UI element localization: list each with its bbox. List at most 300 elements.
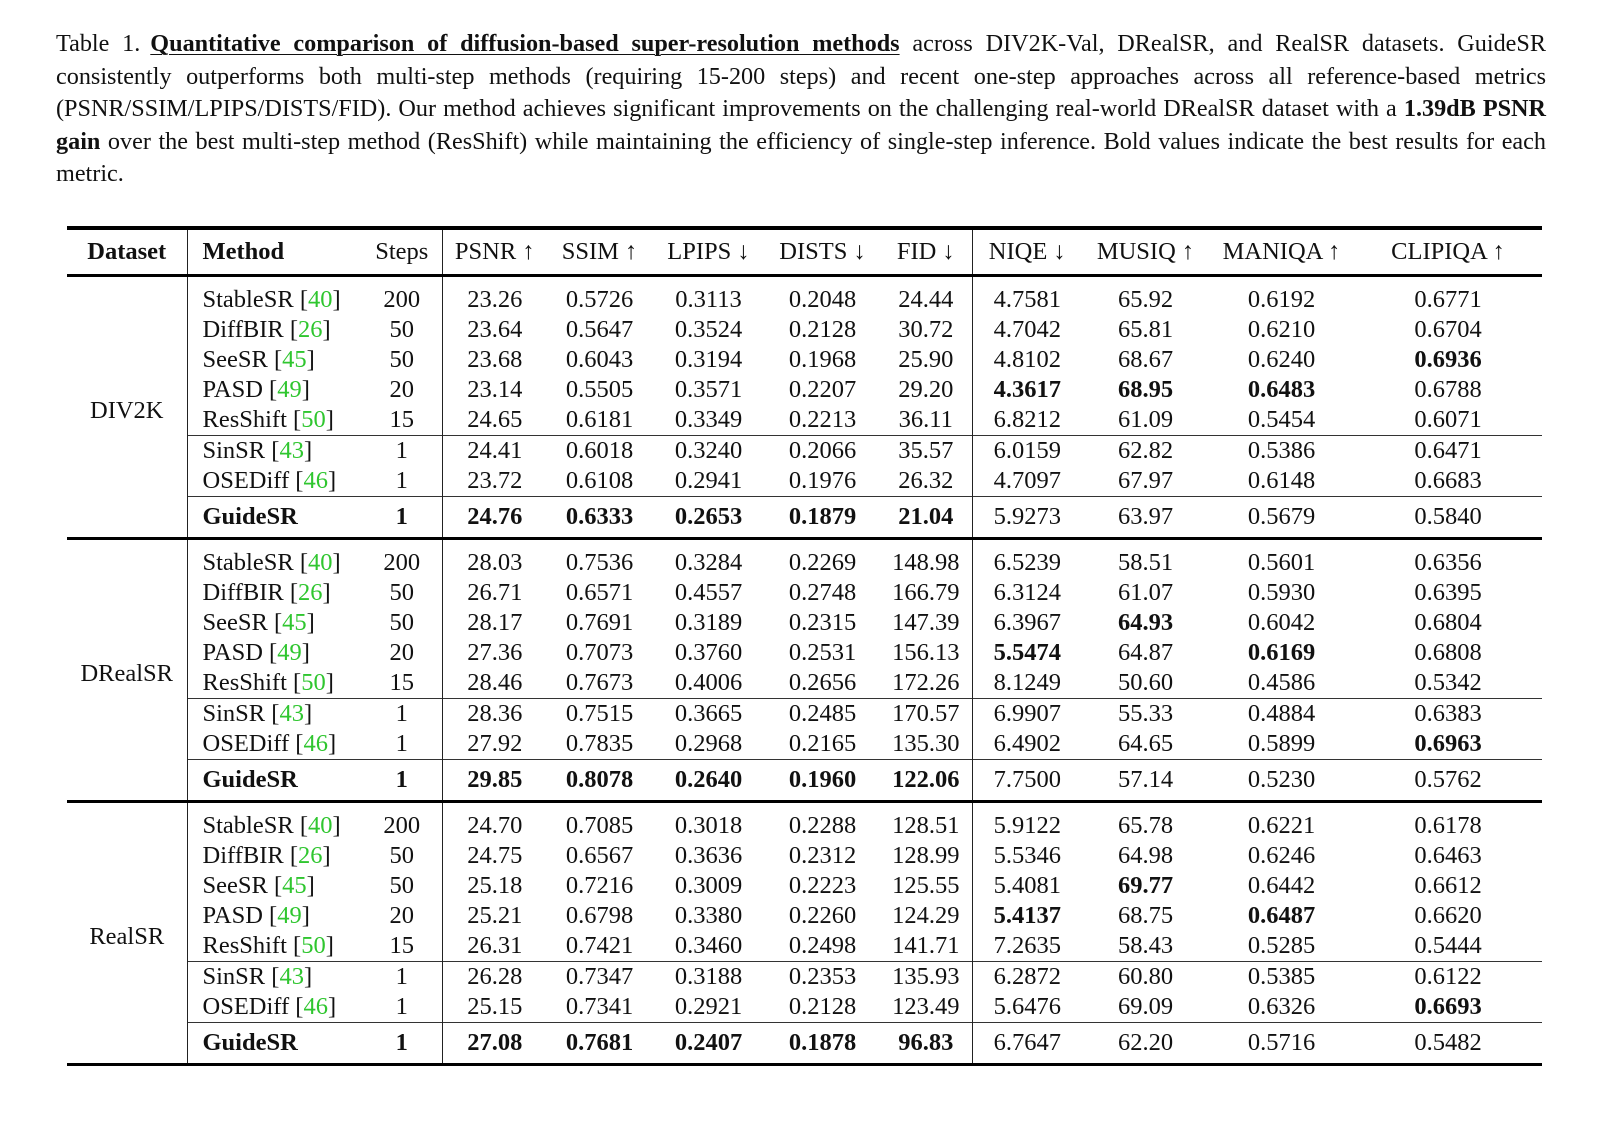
steps-cell: 50 (362, 345, 442, 375)
maniqa-cell: 0.5285 (1247, 932, 1316, 959)
psnr-cell: 29.85 (442, 760, 547, 802)
citation-link[interactable]: 46 (303, 467, 328, 494)
citation-link[interactable]: 50 (301, 932, 326, 959)
niqe-cell: 4.7581 (993, 286, 1061, 313)
niqe-cell: 5.4137 (993, 902, 1061, 929)
clipiqa-cell: 0.6804 (1414, 609, 1482, 636)
ssim-cell: 0.6798 (565, 902, 634, 929)
table-caption (56, 28, 1546, 191)
musiq-cell: 67.97 (1117, 467, 1174, 494)
method-name: ResShift (202, 406, 287, 433)
citation-link[interactable]: 40 (308, 286, 333, 313)
maniqa-cell: 0.6169 (1247, 639, 1316, 666)
dataset-group-drealsr (67, 539, 1542, 802)
method-cell: OSEDiff [46] (202, 993, 337, 1020)
fid-cell: 24.44 (880, 276, 972, 316)
dists-cell: 0.2260 (788, 902, 857, 929)
musiq-cell: 62.82 (1082, 436, 1209, 467)
method-name: DiffBIR (202, 316, 284, 343)
dataset-group-div2k (67, 276, 1542, 539)
musiq-cell: 68.67 (1117, 346, 1174, 373)
musiq-cell: 58.43 (1117, 932, 1174, 959)
table-row (67, 345, 1542, 375)
method-cell: ResShift [50] (202, 406, 334, 433)
citation-link[interactable]: 50 (301, 406, 326, 433)
musiq-cell: 65.81 (1117, 316, 1174, 343)
dists-cell: 0.2656 (788, 669, 857, 696)
psnr-cell: 28.36 (442, 699, 547, 730)
psnr-cell: 23.26 (467, 286, 523, 313)
niqe-cell: 4.3617 (993, 376, 1061, 403)
clipiqa-cell: 0.5342 (1414, 669, 1482, 696)
ssim-cell: 0.6108 (565, 467, 634, 494)
steps-cell: 20 (362, 375, 442, 405)
method-name: SeeSR (202, 346, 268, 373)
niqe-cell: 4.8102 (993, 346, 1061, 373)
psnr-cell: 25.15 (467, 993, 523, 1020)
niqe-cell: 6.9907 (972, 699, 1082, 730)
maniqa-cell: 0.6221 (1247, 812, 1316, 839)
steps-cell: 200 (362, 276, 442, 316)
fid-cell: 123.49 (880, 992, 972, 1023)
psnr-cell: 24.76 (442, 497, 547, 539)
musiq-cell: 64.87 (1117, 639, 1174, 666)
musiq-cell: 69.77 (1117, 872, 1174, 899)
method-cell: DiffBIR [26] (202, 842, 331, 869)
ssim-cell: 0.6018 (547, 436, 652, 467)
dists-cell: 0.2128 (788, 316, 857, 343)
clipiqa-cell: 0.6471 (1354, 436, 1542, 467)
lpips-cell: 0.3284 (674, 549, 743, 576)
fid-cell: 172.26 (880, 668, 972, 699)
fid-cell: 30.72 (880, 315, 972, 345)
method-name: DiffBIR (202, 579, 284, 606)
clipiqa-cell: 0.5482 (1354, 1023, 1542, 1065)
citation-link[interactable]: 45 (282, 346, 307, 373)
col-header-musiq: MUSIQ ↑ (1082, 228, 1209, 276)
method-name: SinSR (202, 437, 266, 464)
steps-cell: 50 (362, 315, 442, 345)
lpips-cell: 0.2921 (674, 993, 743, 1020)
table-row (67, 841, 1542, 871)
fid-cell: 29.20 (880, 375, 972, 405)
col-header-lpips: LPIPS ↓ (652, 228, 765, 276)
niqe-cell: 5.4081 (993, 872, 1061, 899)
musiq-cell: 58.51 (1117, 549, 1174, 576)
table-row (67, 931, 1542, 962)
dists-cell: 0.1976 (788, 467, 857, 494)
psnr-cell: 27.36 (467, 639, 523, 666)
musiq-cell: 61.07 (1117, 579, 1174, 606)
maniqa-cell: 0.5386 (1209, 436, 1354, 467)
col-header-ssim: SSIM ↑ (547, 228, 652, 276)
steps-cell: 1 (362, 466, 442, 497)
results-table-container (67, 226, 1542, 1066)
lpips-cell: 0.3460 (674, 932, 743, 959)
musiq-cell: 64.93 (1117, 609, 1174, 636)
psnr-cell: 26.31 (467, 932, 523, 959)
fid-cell: 25.90 (880, 345, 972, 375)
citation-link[interactable]: 43 (279, 963, 304, 990)
steps-cell: 50 (362, 608, 442, 638)
dists-cell: 0.2485 (765, 699, 880, 730)
caption-highlight: 1.39dB PSNR gain (56, 95, 1546, 155)
citation-link[interactable]: 40 (308, 549, 333, 576)
ssim-cell: 0.7216 (565, 872, 634, 899)
clipiqa-cell: 0.6808 (1414, 639, 1482, 666)
method-name: DiffBIR (202, 842, 284, 869)
citation-link[interactable]: 26 (298, 842, 323, 869)
col-header-dists: DISTS ↓ (765, 228, 880, 276)
psnr-cell: 28.03 (467, 549, 523, 576)
fid-cell: 122.06 (880, 760, 972, 802)
maniqa-cell: 0.5385 (1209, 962, 1354, 993)
psnr-cell: 24.41 (442, 436, 547, 467)
ssim-cell: 0.7691 (565, 609, 634, 636)
steps-cell: 1 (362, 729, 442, 760)
maniqa-cell: 0.4586 (1247, 669, 1316, 696)
results-table (67, 226, 1542, 1066)
table-row-ours (67, 760, 1542, 802)
method-cell: SeeSR [45] (202, 346, 315, 373)
citation-link[interactable]: 26 (298, 579, 323, 606)
method-cell: ResShift [50] (202, 669, 334, 696)
table-row (67, 901, 1542, 931)
dists-cell: 0.2048 (788, 286, 857, 313)
dists-cell: 0.2165 (788, 730, 857, 757)
method-name: PASD (202, 902, 263, 929)
method-cell: StableSR [40] (202, 812, 341, 839)
table-row (67, 802, 1542, 842)
clipiqa-cell: 0.6771 (1414, 286, 1482, 313)
clipiqa-cell: 0.5444 (1414, 932, 1482, 959)
method-cell: StableSR [40] (202, 286, 341, 313)
clipiqa-cell: 0.6693 (1414, 993, 1482, 1020)
lpips-cell: 0.4006 (674, 669, 743, 696)
psnr-cell: 25.18 (467, 872, 523, 899)
clipiqa-cell: 0.5762 (1354, 760, 1542, 802)
psnr-cell: 28.17 (467, 609, 523, 636)
dists-cell: 0.2353 (765, 962, 880, 993)
niqe-cell: 6.3967 (993, 609, 1061, 636)
lpips-cell: 0.3571 (674, 376, 743, 403)
table-row (67, 992, 1542, 1023)
niqe-cell: 8.1249 (993, 669, 1061, 696)
clipiqa-cell: 0.6383 (1354, 699, 1542, 730)
citation-link[interactable]: 43 (279, 437, 304, 464)
clipiqa-cell: 0.6178 (1414, 812, 1482, 839)
musiq-cell: 65.92 (1117, 286, 1174, 313)
method-name: StableSR (202, 549, 294, 576)
steps-cell: 50 (362, 871, 442, 901)
lpips-cell: 0.3349 (674, 406, 743, 433)
clipiqa-cell: 0.6071 (1414, 406, 1482, 433)
table-row (67, 436, 1542, 467)
lpips-cell: 0.4557 (674, 579, 743, 606)
ssim-cell: 0.7835 (565, 730, 634, 757)
dists-cell: 0.2531 (788, 639, 857, 666)
fid-cell: 156.13 (880, 638, 972, 668)
citation-link[interactable]: 40 (308, 812, 333, 839)
steps-cell: 1 (362, 760, 442, 802)
method-name: GuideSR (202, 1029, 298, 1056)
ssim-cell: 0.8078 (547, 760, 652, 802)
lpips-cell: 0.3524 (674, 316, 743, 343)
psnr-cell: 27.08 (442, 1023, 547, 1065)
ssim-cell: 0.6181 (565, 406, 634, 433)
steps-cell: 1 (362, 497, 442, 539)
psnr-cell: 24.75 (467, 842, 523, 869)
dists-cell: 0.2288 (788, 812, 857, 839)
fid-cell: 128.99 (880, 841, 972, 871)
table-row (67, 466, 1542, 497)
lpips-cell: 0.3240 (652, 436, 765, 467)
fid-cell: 147.39 (880, 608, 972, 638)
lpips-cell: 0.3189 (674, 609, 743, 636)
citation-link[interactable]: 49 (277, 902, 302, 929)
niqe-cell: 6.7647 (972, 1023, 1082, 1065)
psnr-cell: 26.71 (467, 579, 523, 606)
clipiqa-cell: 0.6356 (1414, 549, 1482, 576)
method-name: OSEDiff (202, 993, 290, 1020)
steps-cell: 1 (362, 962, 442, 993)
lpips-cell: 0.3665 (652, 699, 765, 730)
caption-text-2: over the best multi-step method (ResShift) while maintaining the efficiency of single-step inference. Bold values indicate the best results for each metric. (56, 127, 1546, 188)
clipiqa-cell: 0.6122 (1354, 962, 1542, 993)
method-name: GuideSR (202, 503, 298, 530)
ssim-cell: 0.7681 (547, 1023, 652, 1065)
dists-cell: 0.1960 (765, 760, 880, 802)
method-name: OSEDiff (202, 467, 290, 494)
fid-cell: 35.57 (880, 436, 972, 467)
maniqa-cell: 0.5716 (1209, 1023, 1354, 1065)
method-name: PASD (202, 376, 263, 403)
lpips-cell: 0.3636 (674, 842, 743, 869)
citation-link[interactable]: 43 (279, 700, 304, 727)
fid-cell: 166.79 (880, 578, 972, 608)
citation-link[interactable]: 26 (298, 316, 323, 343)
ssim-cell: 0.7347 (547, 962, 652, 993)
niqe-cell: 6.4902 (993, 730, 1061, 757)
table-row-ours (67, 1023, 1542, 1065)
method-name: SinSR (202, 963, 266, 990)
dists-cell: 0.2269 (788, 549, 857, 576)
table-row (67, 578, 1542, 608)
steps-cell: 15 (362, 931, 442, 962)
psnr-cell: 24.70 (467, 812, 523, 839)
ssim-cell: 0.7085 (565, 812, 634, 839)
psnr-cell: 23.64 (467, 316, 523, 343)
method-name: SeeSR (202, 609, 268, 636)
steps-cell: 15 (362, 405, 442, 436)
lpips-cell: 0.3009 (674, 872, 743, 899)
niqe-cell: 6.2872 (972, 962, 1082, 993)
clipiqa-cell: 0.6963 (1414, 730, 1482, 757)
dists-cell: 0.1879 (765, 497, 880, 539)
fid-cell: 124.29 (880, 901, 972, 931)
lpips-cell: 0.2968 (674, 730, 743, 757)
table-row (67, 871, 1542, 901)
table-row (67, 668, 1542, 699)
dists-cell: 0.2223 (788, 872, 857, 899)
method-cell: StableSR [40] (202, 549, 341, 576)
clipiqa-cell: 0.6936 (1414, 346, 1482, 373)
psnr-cell: 23.72 (467, 467, 523, 494)
musiq-cell: 50.60 (1117, 669, 1174, 696)
method-cell: SinSR [43] (187, 699, 362, 730)
ssim-cell: 0.7673 (565, 669, 634, 696)
method-cell (187, 497, 362, 539)
psnr-cell: 23.14 (467, 376, 523, 403)
method-cell: PASD [49] (202, 376, 310, 403)
steps-cell: 50 (362, 841, 442, 871)
psnr-cell: 23.68 (467, 346, 523, 373)
dataset-label: RealSR (67, 802, 187, 1065)
table-row (67, 276, 1542, 316)
psnr-cell: 27.92 (467, 730, 523, 757)
method-cell (187, 1023, 362, 1065)
maniqa-cell: 0.6240 (1247, 346, 1316, 373)
steps-cell: 1 (362, 1023, 442, 1065)
musiq-cell: 62.20 (1082, 1023, 1209, 1065)
header-row (67, 228, 1542, 276)
maniqa-cell: 0.6487 (1247, 902, 1316, 929)
col-header-steps: Steps (362, 228, 442, 276)
ssim-cell: 0.5647 (565, 316, 634, 343)
clipiqa-cell: 0.6704 (1414, 316, 1482, 343)
musiq-cell: 68.95 (1117, 376, 1174, 403)
dataset-label: DIV2K (67, 276, 187, 539)
col-header-clipiqa: CLIPIQA ↑ (1354, 228, 1542, 276)
dists-cell: 0.2315 (788, 609, 857, 636)
steps-cell: 20 (362, 901, 442, 931)
ssim-cell: 0.6043 (565, 346, 634, 373)
clipiqa-cell: 0.6620 (1414, 902, 1482, 929)
steps-cell: 20 (362, 638, 442, 668)
dists-cell: 0.2748 (788, 579, 857, 606)
ssim-cell: 0.6333 (547, 497, 652, 539)
clipiqa-cell: 0.6612 (1414, 872, 1482, 899)
musiq-cell: 68.75 (1117, 902, 1174, 929)
musiq-cell: 64.65 (1117, 730, 1174, 757)
maniqa-cell: 0.5454 (1247, 406, 1316, 433)
lpips-cell: 0.3194 (674, 346, 743, 373)
dists-cell: 0.2128 (788, 993, 857, 1020)
niqe-cell: 4.7042 (993, 316, 1061, 343)
table-row (67, 638, 1542, 668)
lpips-cell: 0.3018 (674, 812, 743, 839)
table-row (67, 608, 1542, 638)
method-cell (187, 760, 362, 802)
method-cell: SeeSR [45] (202, 609, 315, 636)
caption-text-1: across DIV2K-Val, DRealSR, and RealSR datasets. GuideSR consistently outperforms both multi-step methods (requiring 15-200 steps) and recent one-step approaches across all reference-based metrics (PSNR/SSIM/LPIPS/DISTS/FID). Our method achieves significant improvements on the challenging real-world DRealSR dataset with a (56, 30, 1546, 123)
ssim-cell: 0.6567 (565, 842, 634, 869)
dataset-group-realsr (67, 802, 1542, 1065)
citation-link[interactable]: 46 (303, 993, 328, 1020)
niqe-cell: 6.0159 (972, 436, 1082, 467)
method-cell: ResShift [50] (202, 932, 334, 959)
caption-title: Quantitative comparison of diffusion-based super-resolution methods (150, 30, 900, 57)
niqe-cell: 5.6476 (993, 993, 1061, 1020)
niqe-cell: 7.7500 (972, 760, 1082, 802)
method-name: SeeSR (202, 872, 268, 899)
steps-cell: 200 (362, 802, 442, 842)
method-cell: SinSR [43] (187, 436, 362, 467)
method-name: StableSR (202, 812, 294, 839)
citation-link[interactable]: 50 (301, 669, 326, 696)
dists-cell: 0.2066 (765, 436, 880, 467)
maniqa-cell: 0.6442 (1247, 872, 1316, 899)
ssim-cell: 0.7421 (565, 932, 634, 959)
citation-link[interactable]: 45 (282, 609, 307, 636)
ssim-cell: 0.7515 (547, 699, 652, 730)
lpips-cell: 0.3188 (652, 962, 765, 993)
dists-cell: 0.1878 (765, 1023, 880, 1065)
dists-cell: 0.2213 (788, 406, 857, 433)
table-row-ours (67, 497, 1542, 539)
maniqa-cell: 0.6483 (1247, 376, 1316, 403)
musiq-cell: 61.09 (1117, 406, 1174, 433)
method-cell: PASD [49] (202, 639, 310, 666)
maniqa-cell: 0.6246 (1247, 842, 1316, 869)
fid-cell: 170.57 (880, 699, 972, 730)
maniqa-cell: 0.5601 (1247, 549, 1316, 576)
clipiqa-cell: 0.6463 (1414, 842, 1482, 869)
citation-link[interactable]: 46 (303, 730, 328, 757)
maniqa-cell: 0.6210 (1247, 316, 1316, 343)
niqe-cell: 5.9273 (972, 497, 1082, 539)
method-name: PASD (202, 639, 263, 666)
fid-cell: 21.04 (880, 497, 972, 539)
musiq-cell: 65.78 (1117, 812, 1174, 839)
citation-link[interactable]: 49 (277, 639, 302, 666)
method-cell: PASD [49] (202, 902, 310, 929)
lpips-cell: 0.2407 (652, 1023, 765, 1065)
niqe-cell: 7.2635 (993, 932, 1061, 959)
lpips-cell: 0.2653 (652, 497, 765, 539)
caption-label: Table 1. (56, 30, 141, 57)
musiq-cell: 55.33 (1082, 699, 1209, 730)
fid-cell: 135.93 (880, 962, 972, 993)
col-header-dataset: Dataset (67, 228, 187, 276)
method-name: StableSR (202, 286, 294, 313)
table-row (67, 539, 1542, 579)
citation-link[interactable]: 49 (277, 376, 302, 403)
fid-cell: 36.11 (880, 405, 972, 436)
dists-cell: 0.1968 (788, 346, 857, 373)
maniqa-cell: 0.6042 (1247, 609, 1316, 636)
maniqa-cell: 0.4884 (1209, 699, 1354, 730)
steps-cell: 1 (362, 436, 442, 467)
musiq-cell: 63.97 (1082, 497, 1209, 539)
maniqa-cell: 0.5930 (1247, 579, 1316, 606)
table-row (67, 315, 1542, 345)
steps-cell: 200 (362, 539, 442, 579)
dataset-label: DRealSR (67, 539, 187, 802)
method-name: GuideSR (202, 766, 298, 793)
method-cell: DiffBIR [26] (202, 579, 331, 606)
fid-cell: 141.71 (880, 931, 972, 962)
citation-link[interactable]: 45 (282, 872, 307, 899)
method-cell: SeeSR [45] (202, 872, 315, 899)
method-name: ResShift (202, 932, 287, 959)
col-header-niqe: NIQE ↓ (972, 228, 1082, 276)
niqe-cell: 5.5346 (993, 842, 1061, 869)
niqe-cell: 6.5239 (993, 549, 1061, 576)
psnr-cell: 26.28 (442, 962, 547, 993)
method-cell: SinSR [43] (187, 962, 362, 993)
musiq-cell: 64.98 (1117, 842, 1174, 869)
